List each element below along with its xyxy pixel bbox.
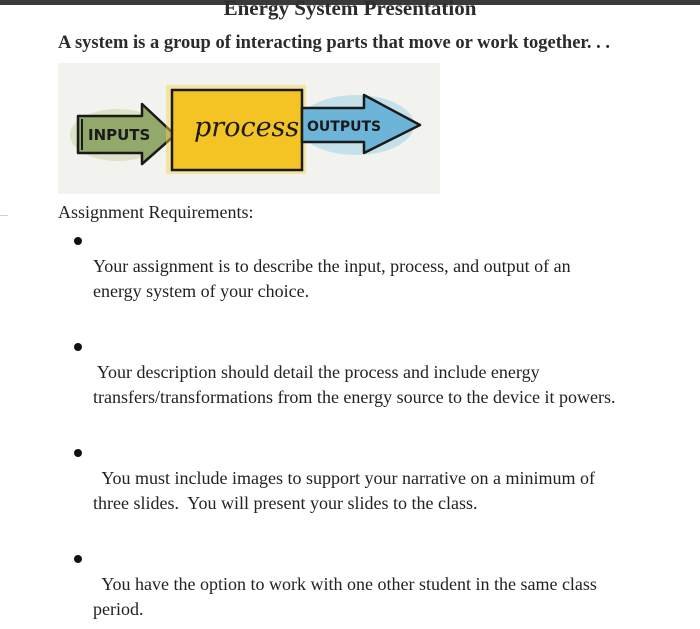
outputs-label: OUTPUTS	[307, 119, 382, 135]
inputs-label: INPUTS	[88, 126, 151, 144]
system-definition: A system is a group of interacting parts that move or work together. . .	[58, 33, 611, 53]
bullet-marker	[74, 449, 82, 457]
process-label: process	[194, 112, 300, 143]
bullet-marker	[74, 237, 82, 245]
requirement-line: period.	[93, 599, 144, 619]
requirement-item	[93, 254, 653, 304]
requirement-line: You must include images to support your narrative on a minimum of	[93, 468, 595, 488]
bullet-marker	[74, 343, 82, 351]
requirement-item	[93, 572, 653, 622]
input-process-output-diagram	[58, 63, 440, 194]
requirement-line: You have the option to work with one other student in the same class	[93, 574, 597, 594]
requirement-item	[93, 360, 653, 410]
requirement-line: energy system of your choice.	[93, 281, 310, 301]
requirement-line: Your description should detail the process and include energy	[93, 362, 540, 382]
requirement-line: transfers/transformations from the energy source to the device it powers.	[93, 387, 616, 407]
left-edge-rule	[0, 215, 8, 216]
requirement-line: three slides. You will present your slides to the class.	[93, 493, 478, 513]
requirement-item	[93, 466, 653, 516]
page-title: Energy System Presentation	[223, 0, 477, 20]
bullet-marker	[74, 555, 82, 563]
requirement-line: Your assignment is to describe the input, process, and output of an	[93, 256, 571, 276]
requirements-heading: Assignment Requirements:	[58, 202, 254, 222]
